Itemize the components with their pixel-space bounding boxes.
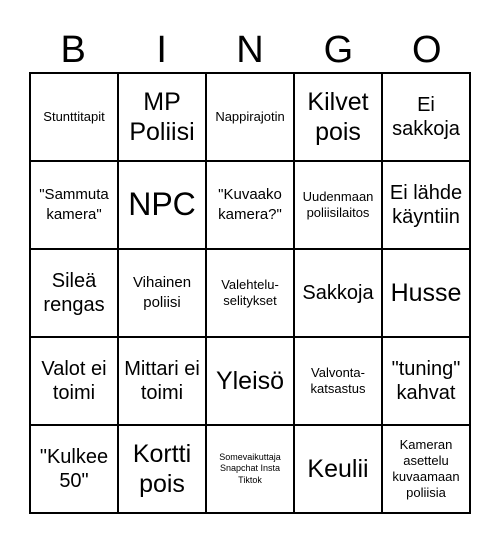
bingo-cell[interactable] (206, 425, 294, 513)
bingo-cell-label: Vihainen poliisi (132, 273, 192, 311)
bingo-cell[interactable] (30, 249, 118, 337)
bingo-cell[interactable] (118, 425, 206, 513)
bingo-cell-label: MP Poliisi (129, 88, 195, 146)
bingo-cell-label: Stunttitapit (43, 108, 105, 124)
bingo-cell[interactable] (382, 73, 470, 161)
bingo-cell[interactable] (206, 161, 294, 249)
bingo-cell-label: Uudenmaan poliisilaitos (302, 188, 374, 220)
bingo-cell-label: "Sammuta kamera" (39, 185, 109, 223)
bingo-cell-label: Yleisö (215, 367, 285, 395)
bingo-cell[interactable] (118, 249, 206, 337)
bingo-cell-label: "tuning" kahvat (391, 358, 461, 404)
bingo-cell[interactable] (294, 425, 382, 513)
bingo-cell-label: Nappirajotin (215, 108, 285, 124)
bingo-cell[interactable] (206, 249, 294, 337)
bingo-cell[interactable] (382, 337, 470, 425)
bingo-cell-label: Kilvet pois (307, 88, 369, 146)
bingo-cell[interactable] (382, 161, 470, 249)
bingo-cell-label: "Kuvaako kamera?" (218, 185, 282, 223)
bingo-cell-label: Valvonta-katsastus (310, 364, 366, 396)
bingo-cell-label: Kameran asettelu kuvaamaan poliisia (392, 436, 460, 501)
bingo-cell[interactable] (118, 73, 206, 161)
bingo-cell[interactable] (30, 425, 118, 513)
bingo-cell-label: Keulii (307, 455, 369, 483)
bingo-cell[interactable] (30, 161, 118, 249)
bingo-cell[interactable] (294, 73, 382, 161)
bingo-cell-label: Sileä rengas (43, 270, 105, 316)
bingo-cell-label: Valehtelu-selitykset (221, 276, 279, 308)
header-letter-i: I (156, 29, 167, 71)
bingo-cell-label: Valot ei toimi (41, 358, 107, 404)
header-letter-n: N (236, 29, 264, 71)
bingo-cell-label: Mittari ei toimi (124, 358, 200, 404)
bingo-header (29, 28, 471, 72)
bingo-cell-label: Husse (390, 279, 462, 307)
bingo-cell[interactable] (118, 337, 206, 425)
bingo-cell[interactable] (30, 337, 118, 425)
bingo-cell-label: "Kulkee 50" (39, 446, 109, 492)
header-letter-g: G (323, 29, 354, 71)
bingo-cell-label: Kortti pois (132, 440, 192, 498)
bingo-cell-label: Ei lähde käyntiin (389, 182, 463, 228)
bingo-cell-label: Ei sakkoja (392, 94, 460, 140)
header-letter-o: O (412, 29, 442, 71)
bingo-cell-label: NPC (128, 186, 196, 223)
bingo-cell[interactable] (30, 73, 118, 161)
bingo-cell[interactable] (294, 161, 382, 249)
bingo-cell[interactable] (294, 249, 382, 337)
bingo-cell[interactable] (206, 337, 294, 425)
bingo-cell[interactable] (294, 337, 382, 425)
bingo-cell-label: Somevaikuttaja Snapchat Insta Tiktok (219, 452, 281, 485)
bingo-cell[interactable] (118, 161, 206, 249)
bingo-cell[interactable] (206, 73, 294, 161)
bingo-cell[interactable] (382, 425, 470, 513)
bingo-grid (29, 72, 471, 514)
header-letter-b: B (60, 29, 86, 71)
bingo-cell-label: Sakkoja (302, 282, 374, 304)
bingo-cell[interactable] (382, 249, 470, 337)
